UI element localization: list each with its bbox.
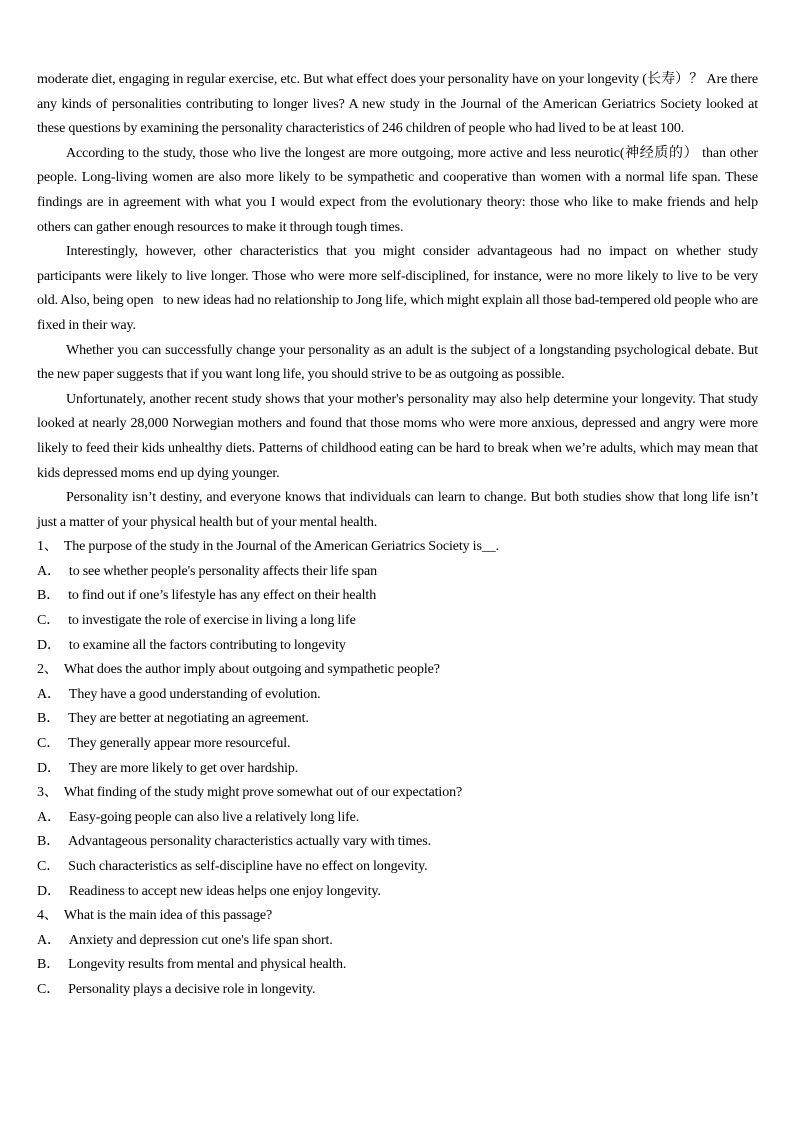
question-3-number: 3、 — [37, 785, 58, 801]
question-4-option-a — [37, 929, 758, 954]
question-1-number: 1、 — [37, 539, 58, 555]
question-3-text: What finding of the study might prove somewhat out of our expectation? — [63, 785, 463, 801]
question-3-option-c — [37, 855, 758, 880]
option-text: Such characteristics as self-discipline have no effect on longevity. — [68, 859, 428, 874]
question-2-option-c — [37, 732, 758, 757]
question-3-option-a — [37, 806, 758, 831]
question-2-option-a — [37, 683, 758, 708]
question-1-stem — [37, 535, 758, 560]
passage-paragraph-5: Unfortunately, another recent study shows that your mother's personality may also help determine your longevity. That study looked at nearly 28,000 Norwegian mothers and found that those moms who were more anxious, depressed and angry were more likely to feed their kids unhealthy diets. Patterns of childhood eating can be hard to break when we’re adults, which may mean that kids depressed moms end up dying younger. — [37, 391, 758, 481]
question-1-option-b — [37, 584, 758, 609]
passage-paragraph-3: Interestingly, however, other characteristics that you might consider advantageous had no impact on whether study participants were likely to live longer. Those who were more self-disciplined, for instance, were no more likely to live to be very old. Also, being open to new ideas had no relationship to Jong life, which might explain all those bad-tempered old people who are fixed in their way. — [37, 244, 758, 333]
passage-paragraph-6: Personality isn’t destiny, and everyone knows that individuals can learn to change. But both studies show that long life isn’t just a matter of your physical health but of your mental health. — [37, 490, 758, 530]
question-4-stem — [37, 904, 758, 929]
option-label: A． — [37, 686, 61, 702]
option-text: Anxiety and depression cut one's life span short. — [68, 932, 333, 948]
option-label: C． — [37, 859, 61, 874]
option-label: D． — [37, 883, 61, 899]
option-label: B． — [37, 588, 61, 604]
option-label: B． — [37, 711, 61, 727]
option-text: Personality plays a decisive role in longevity. — [68, 981, 316, 997]
option-label: B． — [37, 957, 61, 973]
option-text: Advantageous personality characteristics actually vary with times. — [68, 834, 432, 850]
question-2-option-d — [37, 757, 758, 782]
question-4-option-b — [37, 953, 758, 978]
option-text: to examine all the factors contributing to longevity — [68, 637, 346, 653]
question-4-option-c — [37, 978, 758, 1003]
option-text: to find out if one’s lifestyle has any effect on their health — [68, 588, 377, 604]
question-4-number: 4、 — [37, 908, 58, 924]
option-text: Readiness to accept new ideas helps one enjoy longevity. — [68, 883, 381, 899]
option-label: D． — [37, 760, 61, 776]
option-label: D． — [37, 637, 61, 653]
question-1-option-c — [37, 609, 758, 634]
option-text: They generally appear more resourceful. — [68, 736, 291, 752]
option-label: C． — [37, 736, 61, 752]
option-text: They have a good understanding of evolution. — [68, 686, 321, 702]
question-1-option-a — [37, 560, 758, 585]
option-text: Longevity results from mental and physical health. — [68, 957, 347, 973]
question-2-stem — [37, 658, 758, 683]
option-label: A． — [37, 932, 61, 948]
option-text: They are more likely to get over hardship. — [68, 760, 299, 776]
option-text: Easy-going people can also live a relatively long life. — [68, 809, 360, 825]
question-3-stem — [37, 781, 758, 806]
option-label: C． — [37, 981, 61, 997]
option-text: They are better at negotiating an agreement. — [68, 711, 309, 727]
option-text: to investigate the role of exercise in living a long life — [68, 613, 356, 629]
passage-paragraph-4: Whether you can successfully change your personality as an adult is the subject of a longstanding psychological debate. But the new paper suggests that if you want long life, you should strive to be as outgoing as possible. — [37, 342, 758, 383]
question-2-number: 2、 — [37, 662, 58, 678]
question-1-text: The purpose of the study in the Journal of the American Geriatrics Society is__. — [63, 539, 500, 555]
question-4-text: What is the main idea of this passage? — [63, 908, 273, 924]
passage-paragraph-1: moderate diet, engaging in regular exercise, etc. But what effect does your personality have on your longevity (长寿）？ Are there any kinds of personalities contributing to longer lives? A new study in the Journal of the American Geriatrics Society looked at these questions by examining the personality characteristics of 246 children of people who had lived to be at least 100. — [37, 72, 758, 137]
question-3-option-d — [37, 880, 758, 905]
option-label: B． — [37, 834, 61, 850]
passage-paragraph-2: According to the study, those who live the longest are more outgoing, more active and less neurotic(神经质的） than other people. Long-living women are also more likely to be sympathetic and cooperative than women with a normal life span. These findings are in agreement with what you I would expect from the evolutionary theory: those who like to make friends and help others can gather enough resources to make it through tough times. — [37, 145, 758, 235]
question-3-option-b — [37, 830, 758, 855]
option-label: A． — [37, 563, 61, 579]
option-label: A． — [37, 809, 61, 825]
option-text: to see whether people's personality affects their life span — [68, 563, 377, 579]
option-label: C． — [37, 613, 61, 629]
question-1-option-d — [37, 634, 758, 659]
question-2-text: What does the author imply about outgoing and sympathetic people? — [63, 662, 440, 678]
page-content — [37, 68, 758, 1003]
question-2-option-b — [37, 707, 758, 732]
